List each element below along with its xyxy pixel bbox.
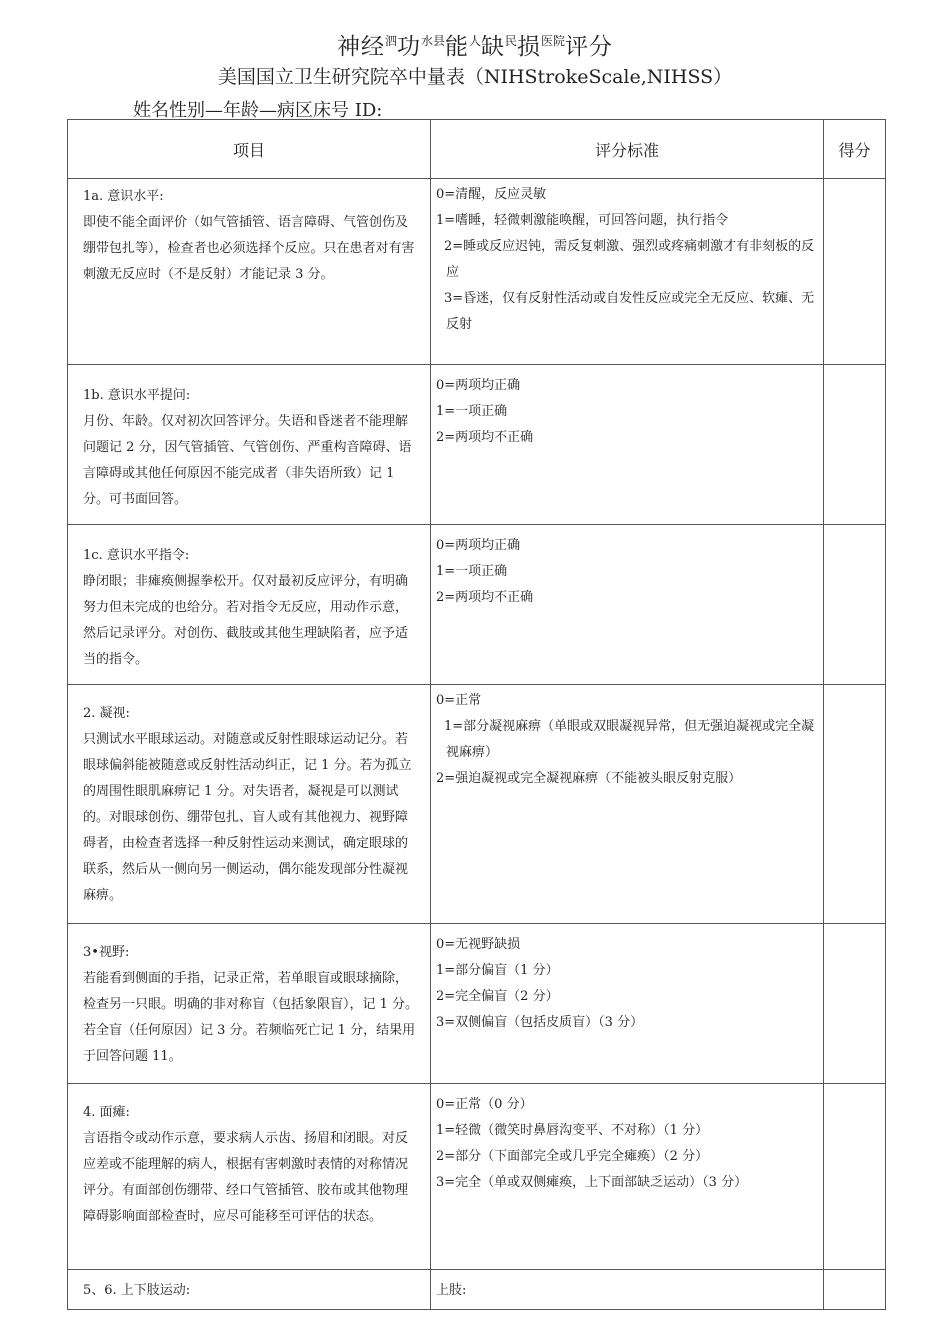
- item-cell: [68, 525, 431, 685]
- item-description: 月份、年龄。仅对初次回答评分。失语和昏迷者不能理解问题记 2 分，因气管插管、气管创伤、严重构音障碍、语言障碍或其他任何原因不能完成者（非失语所致）记 1 分。可书面回答。: [83, 414, 412, 507]
- score-cell[interactable]: [824, 365, 886, 525]
- table-header-row: [68, 120, 886, 179]
- item-cell: [68, 1084, 431, 1270]
- criteria-cell: [431, 1084, 824, 1270]
- criteria-line: 0=清醒，反应灵敏: [436, 187, 547, 202]
- score-cell[interactable]: [824, 685, 886, 924]
- table-row: [68, 924, 886, 1084]
- page-title: 神经$^泗$功$^{水县}$能$^人$缺$^民$损$^{医院}$评分: [336, 34, 614, 60]
- item-title: 3•视野:: [83, 945, 130, 960]
- table-row: [68, 685, 886, 924]
- criteria-line: 1=部分偏盲（1 分）: [436, 963, 559, 978]
- item-cell: [68, 685, 431, 924]
- item-title: 1a. 意识水平:: [83, 189, 164, 204]
- score-cell[interactable]: [824, 924, 886, 1084]
- item-description: 睁闭眼；非瘫痪侧握拳松开。仅对最初反应评分，有明确努力但未完成的也给分。若对指令无反应，用动作示意，然后记录评分。对创伤、截肢或其他生理缺陷者，应予适当的指令。: [83, 574, 409, 667]
- criteria-line: 0=正常: [436, 693, 482, 708]
- criteria-line: 1=轻微（微笑时鼻唇沟变平、不对称）（1 分）: [436, 1123, 709, 1138]
- header-item: 项目: [68, 120, 431, 179]
- criteria-line: 0=两项均正确: [436, 378, 521, 393]
- score-cell[interactable]: [824, 525, 886, 685]
- item-title: 4. 面瘫:: [83, 1105, 130, 1120]
- criteria-line: 2=睡或反应迟钝，需反复刺激、强烈或疼痛刺激才有非刻板的反应: [444, 239, 815, 280]
- item-title: 2. 凝视:: [83, 706, 130, 721]
- item-title: 5、6. 上下肢运动:: [83, 1283, 191, 1298]
- score-cell[interactable]: [824, 1270, 886, 1310]
- item-description: 即使不能全面评价（如气管插管、语言障碍、气管创伤及绷带包扎等），检查者也必须选择个反应。只在患者对有害刺激无反应时（不是反射）才能记录 3 分。: [83, 215, 415, 282]
- criteria-line: 2=部分（下面部完全或几乎完全瘫痪）（2 分）: [436, 1149, 709, 1164]
- table-row: [68, 179, 886, 365]
- criteria-line: 1=一项正确: [436, 404, 508, 419]
- criteria-line: 1=部分凝视麻痹（单眼或双眼凝视异常，但无强迫凝视或完全凝视麻痹）: [444, 719, 815, 760]
- criteria-line: 1=嗜睡，轻微刺激能唤醒，可回答问题，执行指令: [436, 213, 729, 228]
- table-row: [68, 1270, 886, 1310]
- criteria-cell: [431, 1270, 824, 1310]
- criteria-line: 上肢:: [436, 1283, 467, 1298]
- criteria-cell: [431, 685, 824, 924]
- patient-info-line: 姓名性别—年龄—病区床号 ID:: [133, 100, 383, 121]
- criteria-line: 0=正常（0 分）: [436, 1097, 533, 1112]
- criteria-line: 0=两项均正确: [436, 538, 521, 553]
- criteria-line: 2=强迫凝视或完全凝视麻痹（不能被头眼反射克服）: [436, 771, 742, 786]
- criteria-line: 2=两项均不正确: [436, 430, 534, 445]
- score-cell[interactable]: [824, 1084, 886, 1270]
- table-row: [68, 525, 886, 685]
- criteria-line: 1=一项正确: [436, 564, 508, 579]
- criteria-line: 3=完全（单或双侧瘫痪，上下面部缺乏运动）（3 分）: [436, 1175, 748, 1190]
- header-criteria: 评分标准: [431, 120, 824, 179]
- table-row: [68, 365, 886, 525]
- item-cell: [68, 179, 431, 365]
- criteria-cell: [431, 525, 824, 685]
- criteria-line: 3=昏迷，仅有反射性活动或自发性反应或完全无反应、软瘫、无反射: [444, 291, 815, 332]
- item-description: 只测试水平眼球运动。对随意或反射性眼球运动记分。若眼球偏斜能被随意或反射性活动纠正，记 1 分。若为孤立的周围性眼肌麻痹记 1 分。对失语者，凝视是可以测试的。对眼球创伤、绷带包扎、盲人或有其他视力、视野障碍者，由检查者选择一种反射性运动来测试，确定眼球的联系，然后从一侧向另一侧运动，偶尔能发现部分性凝视麻痹。: [83, 732, 412, 903]
- header-score: 得分: [824, 120, 886, 179]
- table-row: [68, 1084, 886, 1270]
- criteria-cell: [431, 179, 824, 365]
- nihss-table: [67, 119, 886, 1310]
- criteria-line: 3=双侧偏盲（包括皮质盲）（3 分）: [436, 1015, 644, 1030]
- item-description: 言语指令或动作示意，要求病人示齿、扬眉和闭眼。对反应差或不能理解的病人，根据有害刺激时表情的对称情况评分。有面部创伤绷带、经口气管插管、胶布或其他物理障碍影响面部检查时，应尽可能移至可评估的状态。: [83, 1131, 409, 1224]
- criteria-line: 2=两项均不正确: [436, 590, 534, 605]
- criteria-cell: [431, 365, 824, 525]
- page-subtitle: 美国国立卫生研究院卒中量表（NIHStrokeScale,NIHSS）: [217, 66, 733, 88]
- criteria-cell: [431, 924, 824, 1084]
- item-cell: [68, 924, 431, 1084]
- item-cell: [68, 1270, 431, 1310]
- criteria-line: 2=完全偏盲（2 分）: [436, 989, 559, 1004]
- item-title: 1c. 意识水平指令:: [83, 548, 190, 563]
- item-cell: [68, 365, 431, 525]
- score-cell[interactable]: [824, 179, 886, 365]
- item-title: 1b. 意识水平提问:: [83, 388, 191, 403]
- item-description: 若能看到侧面的手指，记录正常，若单眼盲或眼球摘除，检查另一只眼。明确的非对称盲（包括象限盲），记 1 分。若全盲（任何原因）记 3 分。若频临死亡记 1 分，结果用于回答问题 11。: [83, 971, 419, 1064]
- criteria-line: 0=无视野缺损: [436, 937, 521, 952]
